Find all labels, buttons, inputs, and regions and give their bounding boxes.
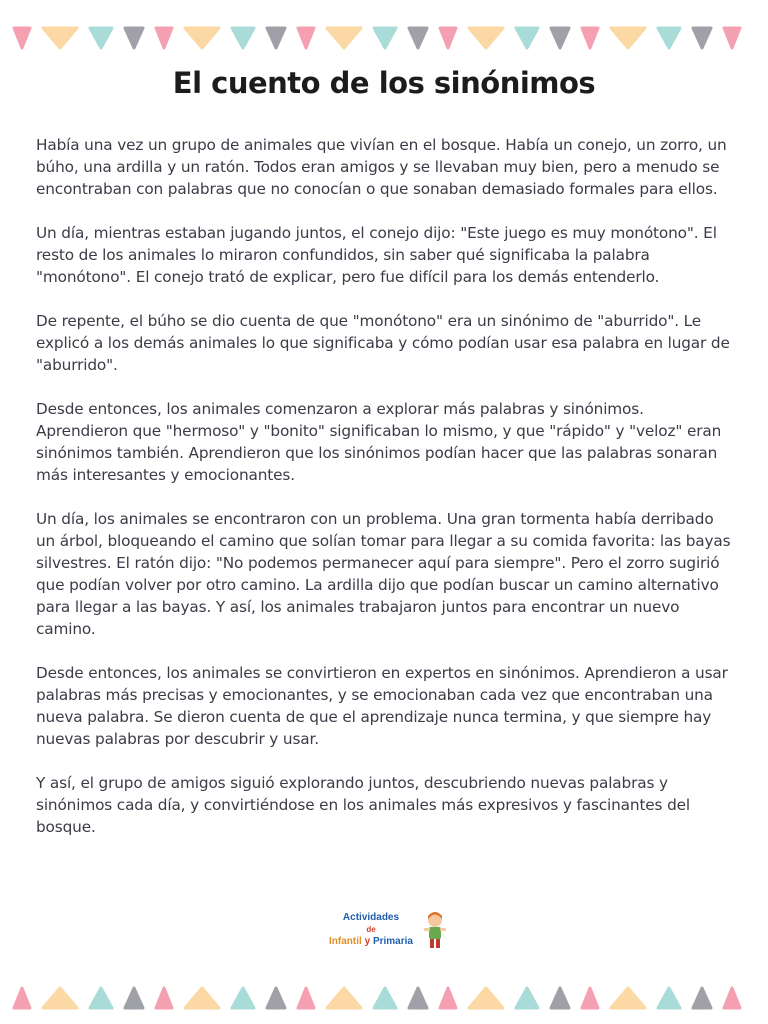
bunting-triangle [551,988,569,1008]
bunting-triangles-bottom [0,978,768,1018]
story-paragraph-5: Un día, los animales se encontraron con un problema. Una gran tormenta había derribado un árbol, bloqueando el camino que solían tomar para llegar a su comida favorita: las bayas silvestres. El ratón dijo: "No podemos permanecer aquí para siempre". Pero el zorro sugirió que podían volver por otro camino. La ardilla dijo que podían buscar un camino alternativo para llegar a las bayas. Y así, los animales trabajaron juntos para encontrar un nuevo camino. [36,510,731,638]
bunting-triangle [724,988,740,1008]
bunting-triangle [232,28,254,48]
bunting-triangle [658,28,680,48]
bunting-triangle [298,988,314,1008]
bunting-triangle [374,28,396,48]
bunting-triangle [327,988,361,1008]
bunting-triangle [90,28,112,48]
bunting-triangle [125,28,143,48]
bunting-triangle [298,28,314,48]
logo-word-y: y [364,936,371,947]
bunting-triangle [409,988,427,1008]
story-paragraph-1: Había una vez un grupo de animales que vivían en el bosque. Había un conejo, un zorro, un búho, una ardilla y un ratón. Todos eran amigos y se llevaban muy bien, pero a menudo se encontraban con palabras que no conocían o que sonaban demasiado formales para ellos. [36,136,727,198]
bunting-triangle [185,28,219,48]
bunting-triangle [693,28,711,48]
site-logo [316,910,456,954]
page-title: El cuento de los sinónimos [172,66,596,100]
story-paragraph-2: Un día, mientras estaban jugando juntos, el conejo dijo: "Este juego es muy monótono". El resto de los animales lo miraron confundidos, sin saber qué significaba la palabra "monótono". El conejo trató de explicar, pero fue difícil para los demás entenderlo. [36,224,717,286]
bunting-triangle [90,988,112,1008]
bunting-triangle [125,988,143,1008]
logo-word-primaria: Primaria [372,936,413,947]
bunting-triangle [611,28,645,48]
bunting-triangle [516,28,538,48]
bunting-triangle [516,988,538,1008]
bunting-triangle [693,988,711,1008]
bunting-triangle [232,988,254,1008]
bunting-triangle [156,28,172,48]
bunting-triangle [43,28,77,48]
bunting-triangle [724,28,740,48]
bunting-triangle [440,988,456,1008]
bunting-triangle [327,28,361,48]
bunting-triangle [185,988,219,1008]
logo-text [316,912,426,948]
logo-line-2: de [366,925,376,934]
story-paragraph-6: Desde entonces, los animales se convirtieron en expertos en sinónimos. Aprendieron a usar palabras más precisas y emocionantes, y se emocionaban cada vez que encontraban una nueva palabra. Se dieron cuenta de que el aprendizaje nunca termina, y que siempre hay nuevas palabras por descubrir y usar. [36,664,728,748]
logo-line-3 [316,936,426,948]
story-paragraph-3: De repente, el búho se dio cuenta de que "monótono" era un sinónimo de "aburrido". Le explicó a los demás animales lo que significaba y cómo podían usar esa palabra en lugar de "aburrido". [36,312,730,374]
bunting-triangle [611,988,645,1008]
bunting-triangle [658,988,680,1008]
bunting-triangle [43,988,77,1008]
bunting-triangle [156,988,172,1008]
logo-line-1: Actividades [342,912,400,923]
bunting-triangle [374,988,396,1008]
bunting-triangle [14,988,30,1008]
story-body [36,134,734,860]
top-bunting-border [0,18,768,58]
bunting-triangle [582,28,598,48]
bunting-triangles-top [0,18,768,58]
bunting-triangle [440,28,456,48]
bunting-triangle [469,28,503,48]
story-paragraph-4: Desde entonces, los animales comenzaron a explorar más palabras y sinónimos. Aprendieron que "hermoso" y "bonito" significaban lo mismo, y que "rápido" y "veloz" eran sinónimos también. Aprendieron que los sinónimos podían hacer que las palabras sonaran más interesantes y emocionantes. [36,400,722,484]
child-character-icon [420,910,450,950]
bunting-triangle [551,28,569,48]
bunting-triangle [267,28,285,48]
bunting-triangle [267,988,285,1008]
bunting-triangle [469,988,503,1008]
story-paragraph-7: Y así, el grupo de amigos siguió explorando juntos, descubriendo nuevas palabras y sinónimos cada día, y convirtiéndose en los animales más expresivos y fascinantes del bosque. [36,774,691,836]
bunting-triangle [582,988,598,1008]
bunting-triangle [14,28,30,48]
logo-word-infantil: Infantil [329,936,362,947]
bunting-triangle [409,28,427,48]
bottom-bunting-border [0,978,768,1018]
